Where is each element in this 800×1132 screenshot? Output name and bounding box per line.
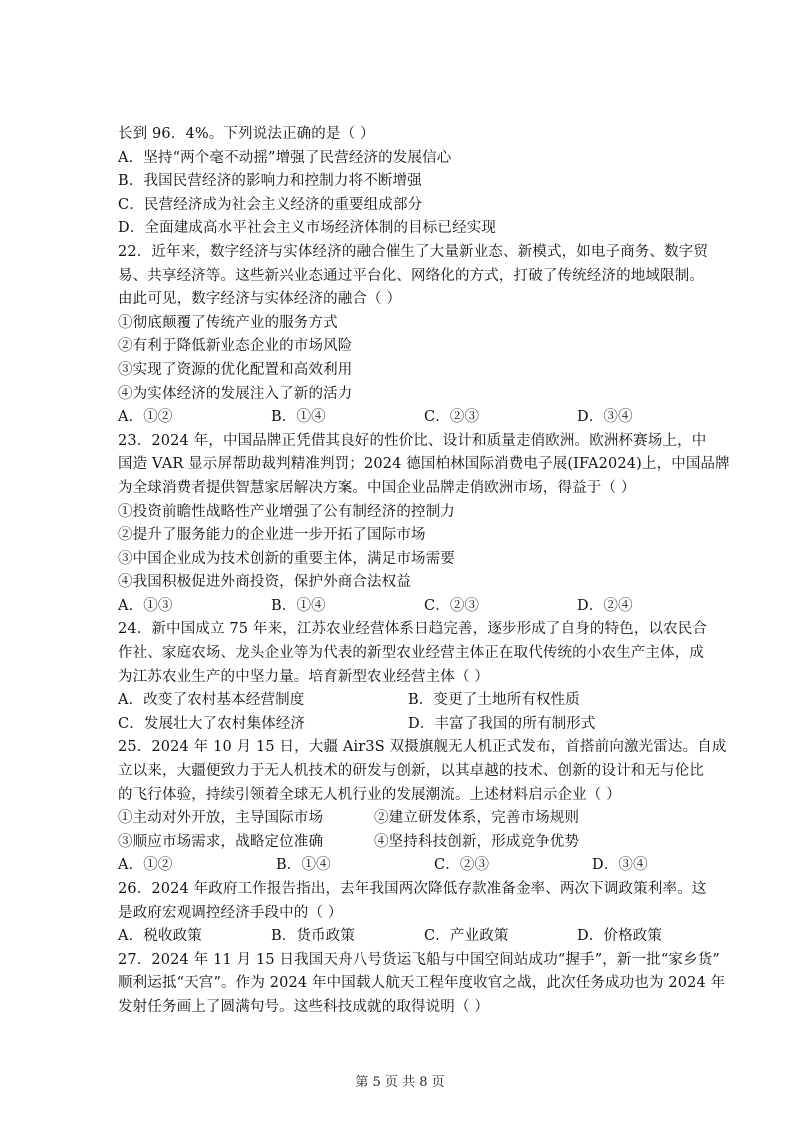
q24-stem-2: 作社、家庭农场、龙头企业等为代表的新型农业经营主体正在取代传统的小农生产主体，成 bbox=[118, 645, 704, 662]
q26-stem-2: 是政府宏观调控经济手段中的（ ） bbox=[118, 904, 343, 921]
q22-statement-3: ③实现了资源的优化配置和高效利用 bbox=[118, 361, 353, 378]
q24-options-row-2 bbox=[118, 713, 700, 737]
q22-stem-3: 由此可见，数字经济与实体经济的融合（ ） bbox=[118, 291, 402, 308]
q26-option-a: A．税收政策 bbox=[118, 928, 202, 945]
q22-statement-4: ④为实体经济的发展注入了新的活力 bbox=[118, 385, 353, 402]
q22-statement-1: ①彻底颠覆了传统产业的服务方式 bbox=[118, 314, 338, 331]
q25-stem-2: 立以来，大疆便致力于无人机技术的研发与创新，以其卓越的技术、创新的设计和无与伦比 bbox=[118, 763, 704, 780]
q22-options bbox=[118, 406, 700, 430]
q24-option-c: C．发展壮大了农村集体经济 bbox=[118, 715, 306, 732]
q21-option-a: A．坚持“两个毫不动摇”增强了民营经济的发展信心 bbox=[118, 149, 452, 166]
q25-statements-row-1 bbox=[118, 807, 700, 831]
q24-option-b: B．变更了土地所有权性质 bbox=[408, 692, 580, 709]
q21-option-b: B．我国民营经济的影响力和控制力将不断增强 bbox=[118, 173, 422, 190]
q25-stem-3: 的飞行体验，持续引领着全球无人机行业的发展潮流。上述材料启示企业（ ） bbox=[118, 786, 621, 803]
q26-stem-1: 26．2024 年政府工作报告指出，去年我国两次降低存款准备金率、两次下调政策利率。这 bbox=[118, 881, 707, 897]
q23-statement-1: ①投资前瞻性战略性产业增强了公有制经济的控制力 bbox=[118, 503, 455, 520]
q26-options bbox=[118, 925, 700, 949]
q25-statement-2: ②建立研发体系，完善市场规则 bbox=[374, 810, 580, 827]
q23-statement-2: ②提升了服务能力的企业进一步开拓了国际市场 bbox=[118, 527, 426, 544]
q23-statement-3: ③中国企业成为技术创新的重要主体，满足市场需要 bbox=[118, 550, 455, 567]
q23-option-c: C．②③ bbox=[424, 597, 480, 614]
q24-stem-1: 24．新中国成立 75 年来，江苏农业经营体系日趋完善，逐步形成了自身的特色，以农民合 bbox=[118, 621, 708, 638]
q24-options-row-1 bbox=[118, 689, 700, 713]
q22-option-a: A．①② bbox=[118, 409, 173, 426]
q25-statement-4: ④坚持科技创新，形成竞争优势 bbox=[374, 833, 580, 850]
q25-statement-1: ①主动对外开放，主导国际市场 bbox=[118, 810, 324, 827]
q26-option-b: B．货币政策 bbox=[271, 928, 356, 945]
q27-stem-2: 顺利运抵“天宫”。作为 2024 年中国载人航天工程年度收官之战，此次任务成功也为 2024 年 bbox=[118, 975, 726, 992]
q22-stem-1: 22．近年来，数字经济与实体经济的融合催生了大量新业态、新模式，如电子商务、数字贸 bbox=[118, 243, 709, 260]
q23-statement-4: ④我国积极促进外商投资，保护外商合法权益 bbox=[118, 574, 411, 591]
q22-statement-2: ②有利于降低新业态企业的市场风险 bbox=[118, 338, 353, 355]
q23-option-b: B．①④ bbox=[271, 597, 326, 614]
q22-option-b: B．①④ bbox=[271, 409, 326, 426]
q25-option-c: C．②③ bbox=[434, 857, 490, 874]
q21-option-d: D．全面建成高水平社会主义市场经济体制的目标已经实现 bbox=[118, 220, 497, 237]
q24-stem-3: 为江苏农业生产的中坚力量。培育新型农业经营主体（ ） bbox=[118, 668, 490, 685]
q23-option-d: D．②④ bbox=[577, 597, 633, 614]
q21-option-c: C．民营经济成为社会主义经济的重要组成部分 bbox=[118, 196, 423, 213]
q24-option-a: A．改变了农村基本经营制度 bbox=[118, 692, 305, 709]
q24-option-d: D．丰富了我国的所有制形式 bbox=[408, 715, 596, 732]
q25-statement-3: ③顺应市场需求，战略定位准确 bbox=[118, 833, 324, 850]
q23-option-a: A．①③ bbox=[118, 597, 173, 614]
q27-stem-3: 发射任务画上了圆满句号。这些科技成就的取得说明（ ） bbox=[118, 998, 490, 1015]
q23-stem-3: 为全球消费者提供智慧家居解决方案。中国企业品牌走俏欧洲市场，得益于（ ） bbox=[118, 479, 636, 496]
q23-stem-1: 23．2024 年，中国品牌正凭借其良好的性价比、设计和质量走俏欧洲。欧洲杯赛场上，中 bbox=[118, 432, 707, 449]
q23-stem-2: 国造 VAR 显示屏帮助裁判精准判罚；2024 德国柏林国际消费电子展(IFA2024)上，中国品牌 bbox=[118, 456, 730, 473]
q25-stem-1: 25．2024 年 10 月 15 日，大疆 Air3S 双摄旗舰无人机正式发布，首搭前向激光雷达。自成 bbox=[118, 739, 727, 756]
q25-options bbox=[118, 854, 700, 878]
q23-options bbox=[118, 595, 700, 619]
q25-option-d: D．③④ bbox=[592, 857, 648, 874]
q26-option-c: C．产业政策 bbox=[424, 928, 509, 945]
q27-stem-1: 27．2024 年 11 月 15 日我国天舟八号货运飞船与中国空间站成功“握手”，新一批“家乡货” bbox=[118, 951, 720, 968]
q22-stem-2: 易、共享经济等。这些新兴业态通过平台化、网络化的方式，打破了传统经济的地域限制。 bbox=[118, 267, 704, 284]
q25-option-a: A．①② bbox=[118, 857, 173, 874]
q21-stem-tail: 长到 96．4%。下列说法正确的是（ ） bbox=[118, 126, 375, 142]
q26-option-d: D．价格政策 bbox=[577, 928, 663, 945]
q25-statements-row-2 bbox=[118, 831, 700, 855]
q22-option-c: C．②③ bbox=[424, 409, 480, 426]
q25-option-b: B．①④ bbox=[276, 857, 331, 874]
page-number-footer: 第 5 页 共 8 页 bbox=[355, 1075, 445, 1090]
q22-option-d: D．③④ bbox=[577, 409, 633, 426]
